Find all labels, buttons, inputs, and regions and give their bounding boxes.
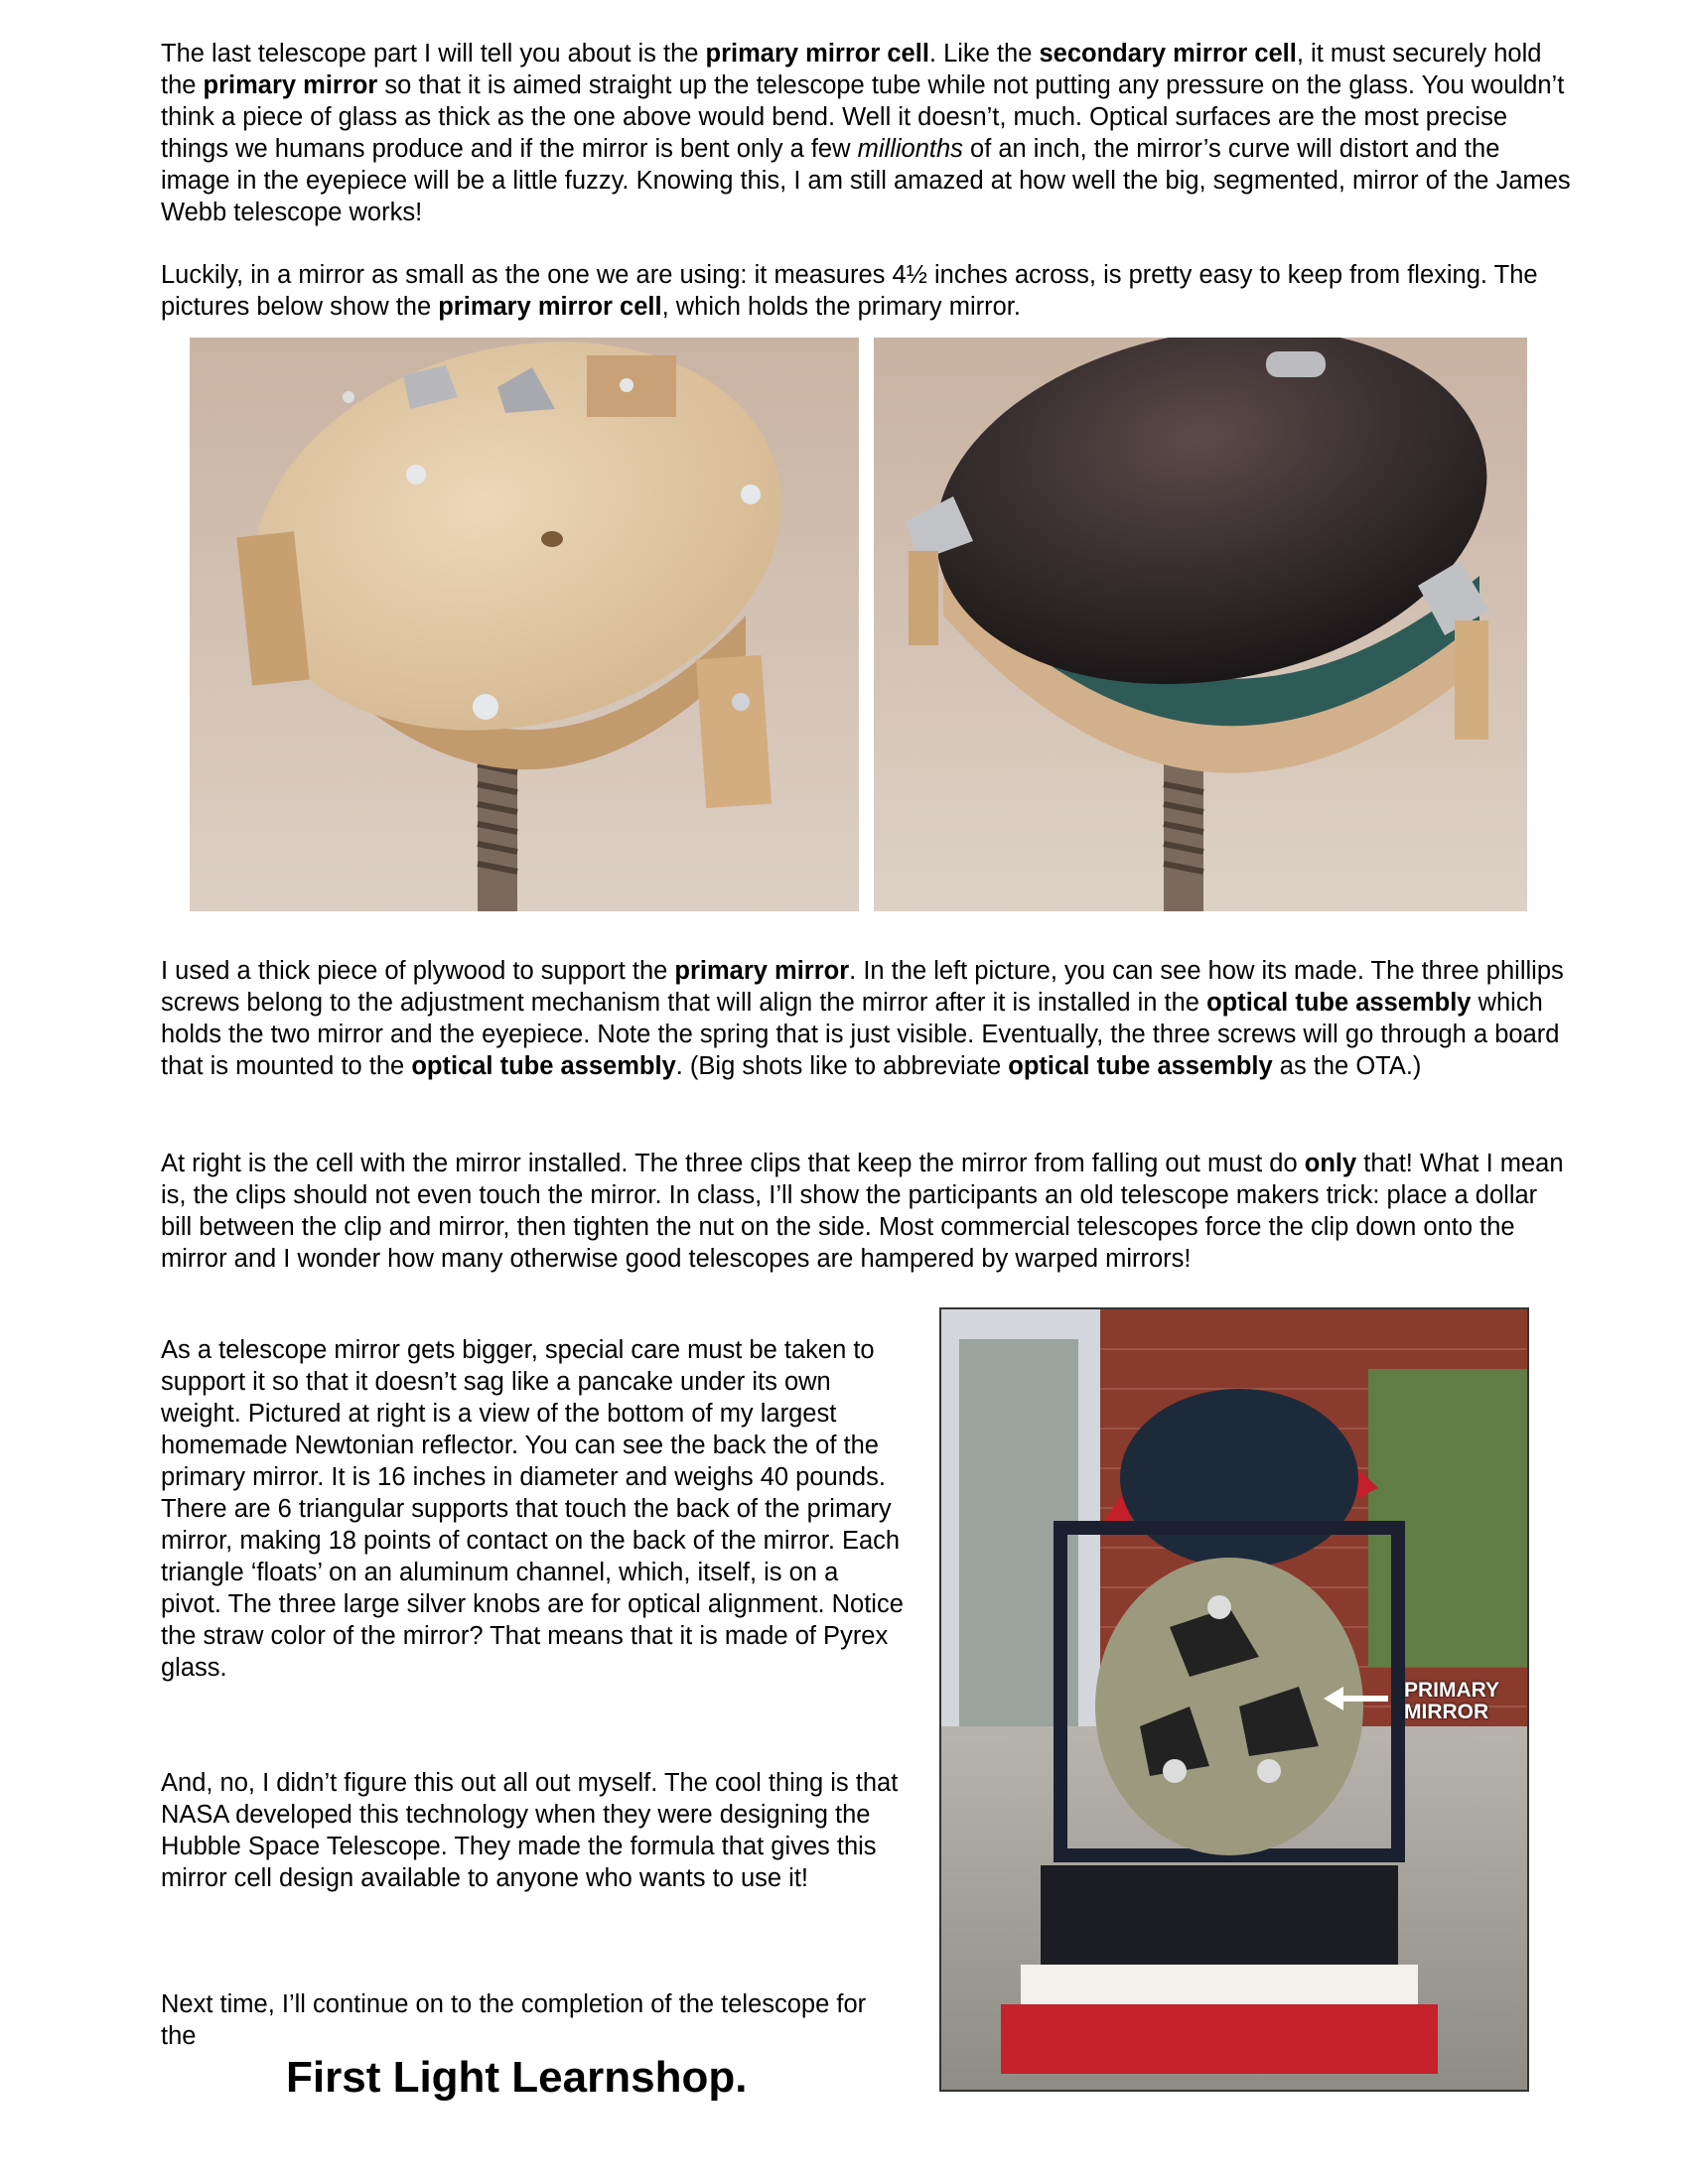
plywood-paragraph [161,955,1571,1082]
clips-paragraph [161,1148,1571,1275]
p3-run-0: I used a thick piece of plywood to support the [161,957,675,985]
p4-run-0: At right is the cell with the mirror installed. The three clips that keep the mirror from falling out must do [161,1150,1305,1177]
mirror-cell-empty-photo [190,338,859,911]
next-time-paragraph [161,1988,906,2052]
p3-run-3: optical tube assembly [1206,989,1472,1017]
p7-run-0: Next time, I’ll continue on to the completion of the telescope for the [161,1990,867,2050]
p2-run-1: primary mirror cell [438,293,662,321]
p1-run-0: The last telescope part I will tell you about is the [161,40,706,68]
p5-run-0: As a telescope mirror gets bigger, special care must be taken to support it so that it doesn’t sag like a pancake under its own weight. Pictured at right is a view of the bottom of my largest homemade Newtonian reflector. You can see the back the of the primary mirror. It is 16 inches in diameter and weighs 40 pounds. There are 6 triangular supports that touch the back of the primary mirror, making 18 points of contact on the back of the mirror. Each triangle ‘floats’ on an aluminum channel, which, itself, is on a pivot. The three large silver knobs are for optical alignment. Notice the straw color of the mirror? That means that it is made of Pyrex glass. [161,1336,904,1682]
p3-run-6: . (Big shots like to abbreviate [675,1052,1009,1080]
p1-run-5: primary mirror [203,71,378,99]
primary-mirror-label: PRIMARY MIRROR [1404,1679,1500,1723]
p1-run-3: secondary mirror cell [1039,40,1297,68]
p2-run-2: , which holds the primary mirror. [661,293,1021,321]
p1-run-6: so that it is aimed straight up the telescope tube while not putting any pressure on the glass. You wouldn’t think a piece of glass as thick as the one above would bend. Well it doesn’t, much. Optical surfaces are the most precise things we humans produce and if the mirror is bent only a few [161,71,1565,163]
p6-run-0: And, no, I didn’t figure this out all out myself. The cool thing is that NASA developed this technology when they were designing the Hubble Space Telescope. They made the formula that gives this mirror cell design available to anyone who wants to use it! [161,1769,899,1892]
p4-run-2: that! What I mean is, the clips should not even touch the mirror. In class, I’ll show the participants an old telescope makers trick: place a dollar bill between the clip and mirror, then tighten the nut on the side. Most commercial telescopes force the clip down onto the mirror and I wonder how many otherwise good telescopes are hampered by warped mirrors! [161,1150,1564,1273]
p2-run-0: Luckily, in a mirror as small as the one we are using: it measures 4½ inches across, is pretty easy to keep from flexing. The pictures below show the [161,261,1538,321]
p3-run-5: optical tube assembly [411,1052,676,1080]
p1-run-2: . Like the [928,40,1040,68]
p1-run-7: millionths [857,135,963,163]
p1-run-4: , it must securely hold the [161,40,1542,99]
p3-run-4: which holds the two mirror and the eyepiece. Note the spring that is just visible. Eventually, the three screws will go through a board that is mounted to the [161,989,1560,1080]
p3-run-1: primary mirror [674,957,850,985]
p4-run-1: only [1304,1150,1357,1177]
closing-title: First Light Learnshop. [286,2053,748,2102]
mirror-size-paragraph [161,259,1571,323]
mirror-cell-installed-photo [874,338,1527,911]
large-mirror-paragraph [161,1334,906,1684]
p1-run-8: of an inch, the mirror’s curve will distort and the image in the eyepiece will be a little fuzzy. Knowing this, I am still amazed at how well the big, segmented, mirror of the James Webb telescope works! [161,135,1571,226]
newtonian-reflector-photo [939,1307,1529,2092]
nasa-paragraph [161,1767,906,1894]
p3-run-7: optical tube assembly [1008,1052,1273,1080]
intro-paragraph [161,38,1571,228]
p3-run-2: . In the left picture, you can see how its made. The three phillips screws belong to the adjustment mechanism that will align the mirror after it is installed in the [161,957,1564,1017]
p1-run-1: primary mirror cell [705,40,929,68]
p3-run-8: as the OTA.) [1272,1052,1422,1080]
